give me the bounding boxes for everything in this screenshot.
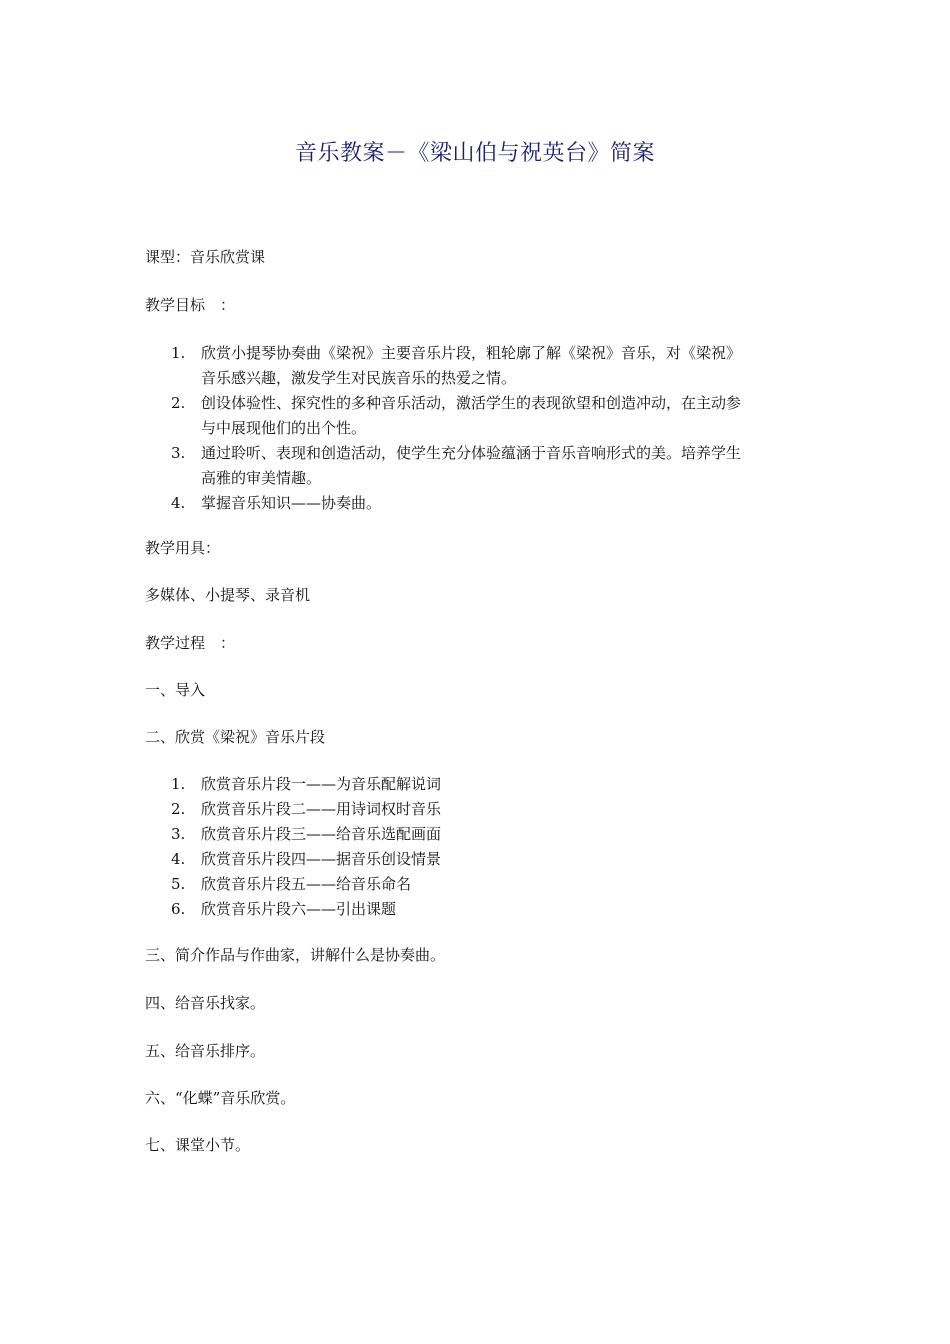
segment-number: 5.	[171, 875, 186, 893]
objective-item	[145, 491, 815, 516]
tools-heading: 教学用具：	[145, 539, 221, 557]
objective-item	[145, 391, 815, 441]
objective-line: 音乐感兴趣，激发学生对民族音乐的热爱之情。	[201, 369, 517, 387]
objectives-heading: 教学目标 ：	[145, 296, 236, 314]
objective-item	[145, 341, 815, 391]
segment-number: 3.	[171, 825, 186, 843]
objective-line: 通过聆听、表现和创造活动，使学生充分体验蕴涵于音乐音响形式的美。培养学生	[201, 444, 742, 462]
segment-text: 欣赏音乐片段四——据音乐创设情景	[201, 850, 442, 868]
objective-number: 3.	[171, 444, 186, 462]
objective-line: 与中展现他们的出个性。	[201, 419, 367, 437]
process-heading: 教学过程 ：	[145, 634, 236, 652]
step-summary: 七、课堂小节。	[145, 1136, 251, 1154]
segment-text: 欣赏音乐片段五——给音乐命名	[201, 875, 412, 893]
segment-item	[145, 847, 815, 872]
segment-number: 6.	[171, 900, 186, 918]
segment-item	[145, 772, 815, 797]
step-ordering: 五、给音乐排序。	[145, 1042, 266, 1060]
segment-text: 欣赏音乐片段三——给音乐选配画面	[201, 825, 442, 843]
step-find-home: 四、给音乐找家。	[145, 994, 266, 1012]
objective-line: 创设体验性、探究性的多种音乐活动，激活学生的表现欲望和创造冲动，在主动参	[201, 394, 742, 412]
segment-number: 4.	[171, 850, 186, 868]
segment-text: 欣赏音乐片段二——用诗词权时音乐	[201, 800, 442, 818]
segment-item	[145, 797, 815, 822]
step-intro: 一、导入	[145, 681, 206, 699]
lesson-type: 课型：音乐欣赏课	[145, 248, 266, 266]
step-appreciation: 二、欣赏《梁祝》音乐片段	[145, 728, 326, 746]
document-title: 音乐教案－《梁山伯与祝英台》简案	[294, 141, 655, 166]
objective-line: 掌握音乐知识——协奏曲。	[201, 494, 382, 512]
tools-text: 多媒体、小提琴、录音机	[145, 586, 311, 604]
segment-text: 欣赏音乐片段六——引出课题	[201, 900, 397, 918]
segment-item	[145, 822, 815, 847]
objective-line: 高雅的审美情趣。	[201, 469, 322, 487]
objective-item	[145, 441, 815, 491]
segment-number: 1.	[171, 775, 186, 793]
segment-item	[145, 897, 815, 922]
segment-text: 欣赏音乐片段一——为音乐配解说词	[201, 775, 442, 793]
segments-list	[145, 772, 815, 922]
objective-number: 1.	[171, 344, 186, 362]
objective-number: 2.	[171, 394, 186, 412]
step-butterfly: 六、“化蝶”音乐欣赏。	[145, 1089, 296, 1107]
segment-number: 2.	[171, 800, 186, 818]
step-introduction-works: 三、简介作品与作曲家，讲解什么是协奏曲。	[145, 946, 446, 964]
objectives-list	[145, 341, 815, 516]
objective-number: 4.	[171, 494, 186, 512]
segment-item	[145, 872, 815, 897]
objective-line: 欣赏小提琴协奏曲《梁祝》主要音乐片段，粗轮廓了解《梁祝》音乐，对《梁祝》	[201, 344, 742, 362]
